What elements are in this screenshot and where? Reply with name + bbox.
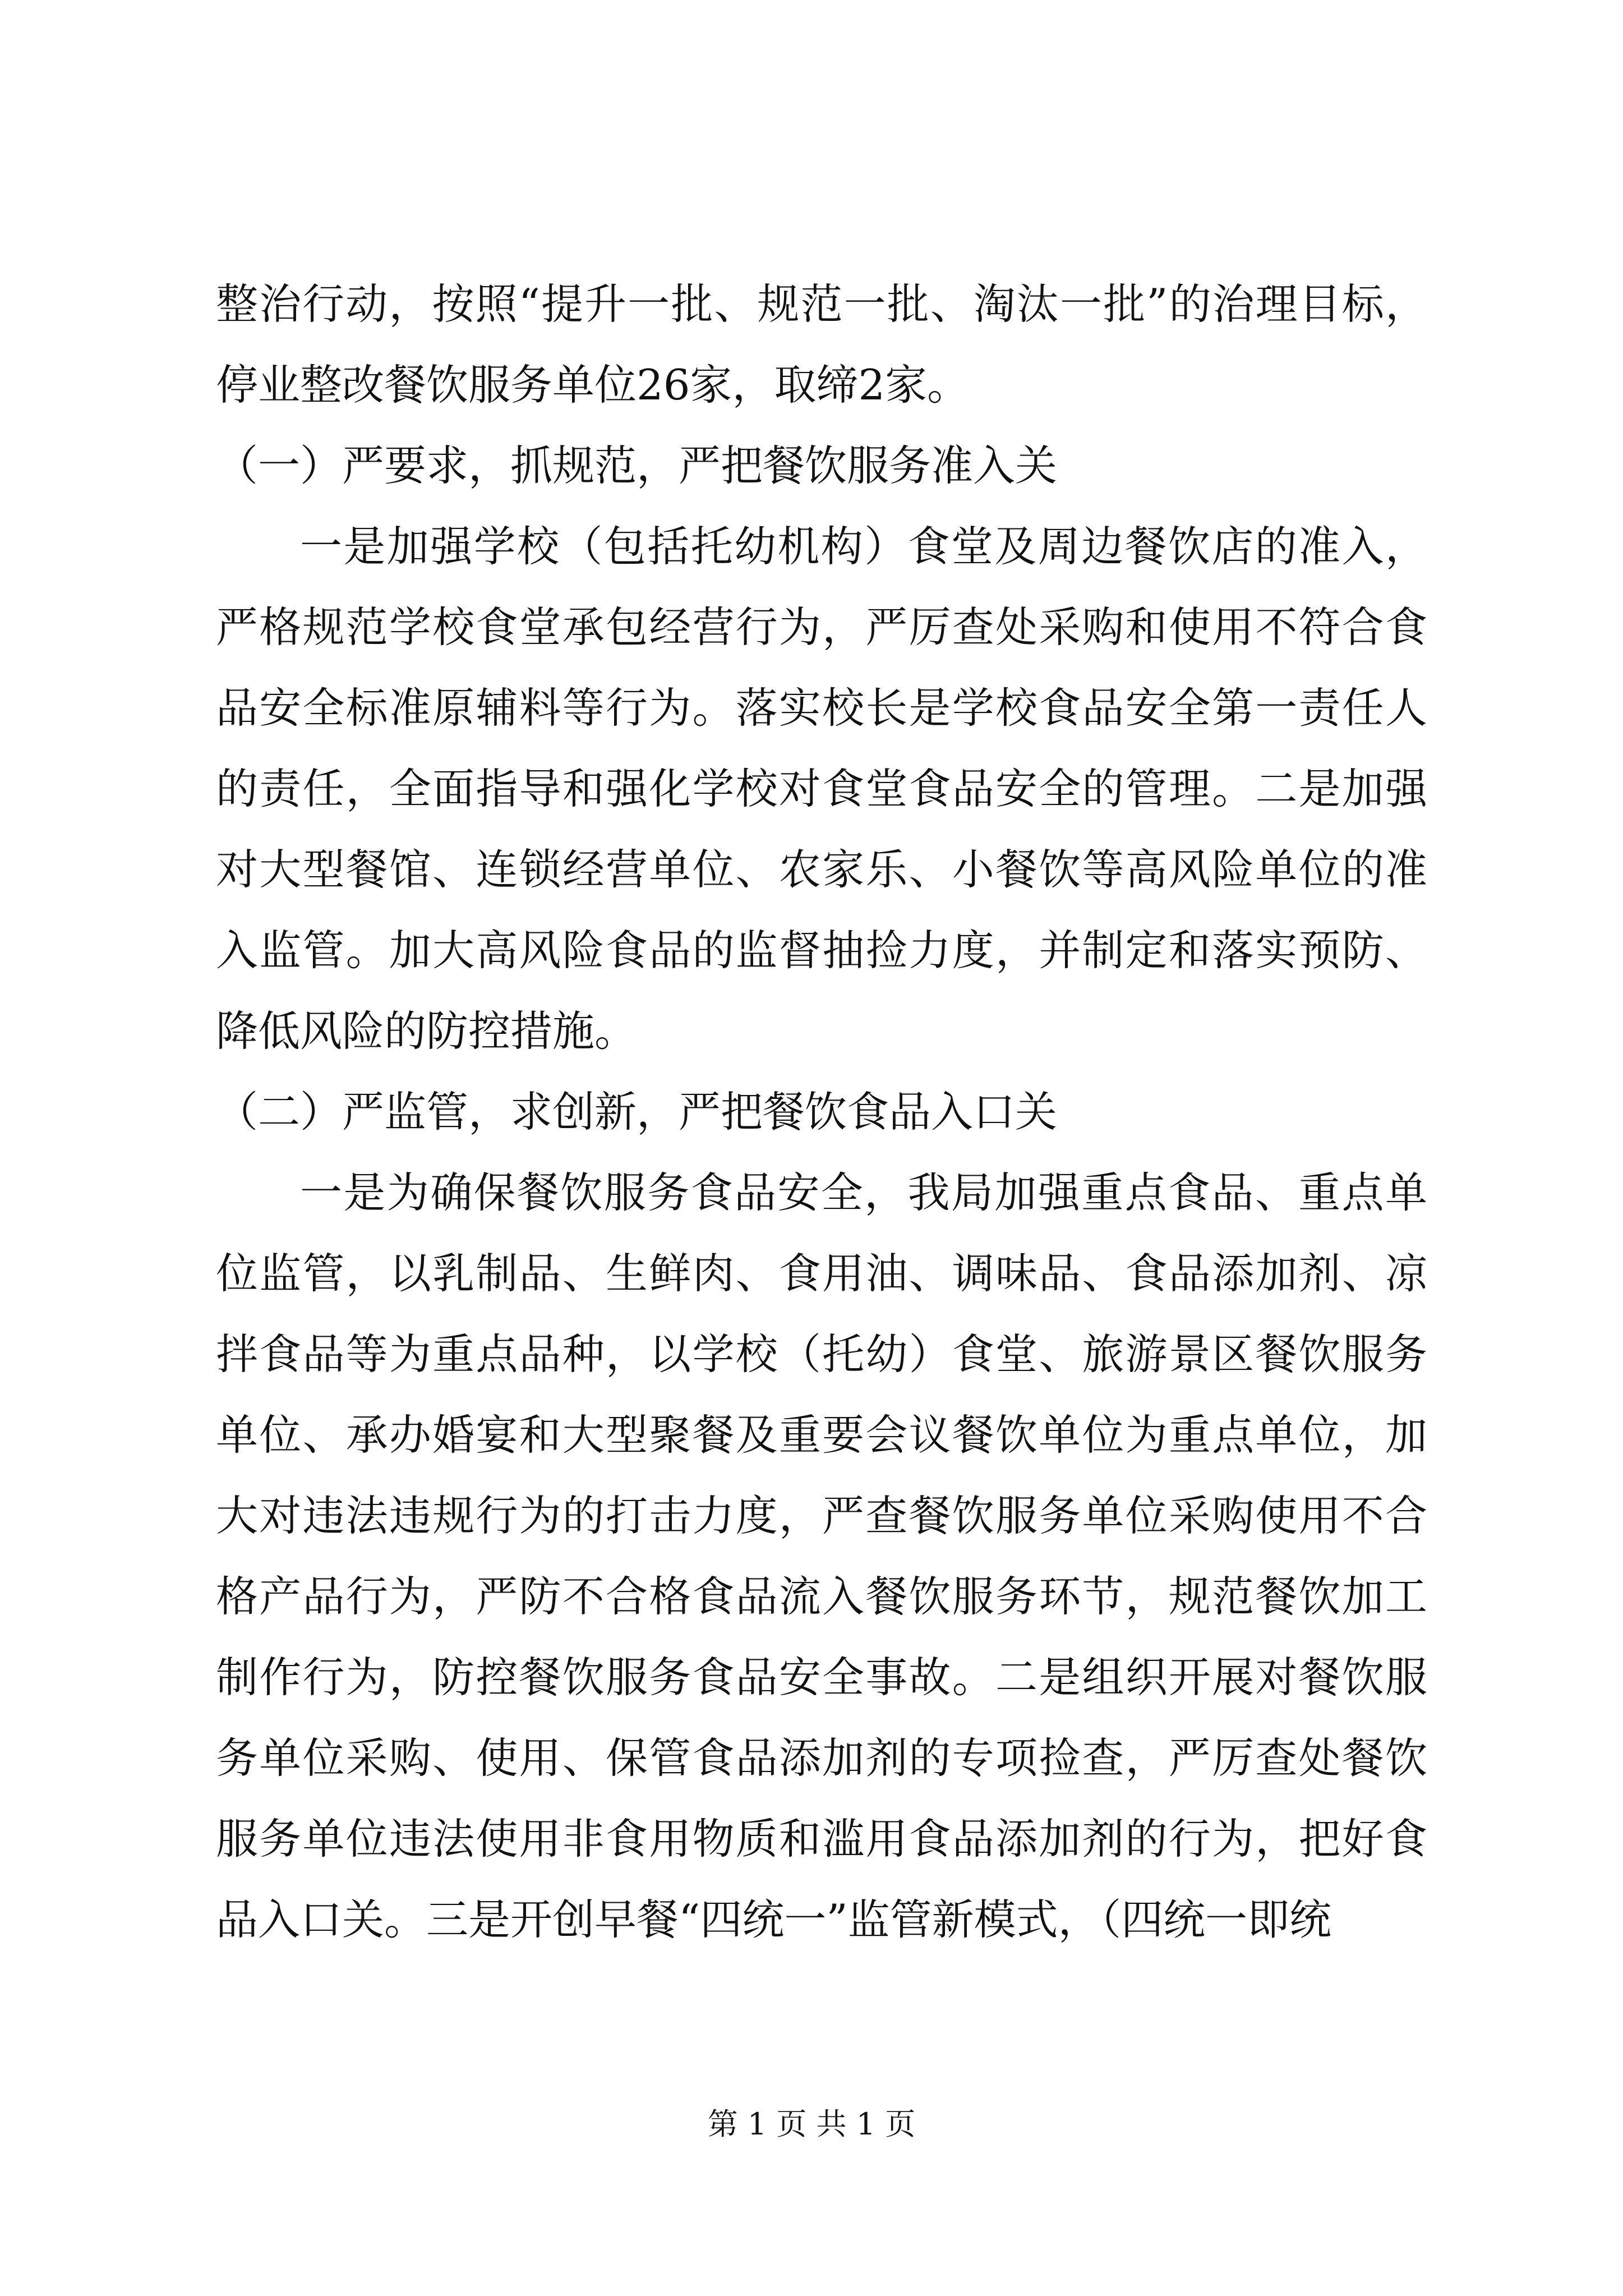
page-footer: 第 1 页 共 1 页 [707,2106,916,2142]
section-heading-1: （一）严要求，抓规范，严把餐饮服务准入关 [216,441,1058,490]
document-body [216,264,1427,1960]
paragraph-section-1: 一是加强学校（包括托幼机构）食堂及周边餐饮店的准入，严格规范学校食堂承包经营行为，严厉查处采购和使用不符合食品安全标准原辅料等行为。落实校长是学校食品安全第一责任人的责任，全面指导和强化学校对食堂食品安全的管理。二是加强对大型餐馆、连锁经营单位、农家乐、小餐饮等高风险单位的准入监管。加大高风险食品的监督抽捡力度，并制定和落实预防、降低风险的防控措施。 [216,522,1427,1056]
paragraph-section-2: 一是为确保餐饮服务食品安全，我局加强重点食品、重点单位监管，以乳制品、生鲜肉、食用油、调味品、食品添加剂、凉拌食品等为重点品种，以学校（托幼）食堂、旅游景区餐饮服务单位、承办婚宴和大型聚餐及重要会议餐饮单位为重点单位，加大对违法违规行为的打击力度，严查餐饮服务单位采购使用不合格产品行为，严防不合格食品流入餐饮服务环节，规范餐饮加工制作行为，防控餐饮服务食品安全事故。二是组织开展对餐饮服务单位采购、使用、保管食品添加剂的专项捡查，严厉查处餐饮服务单位违法使用非食用物质和滥用食品添加剂的行为，把好食品入口关。三是开创早餐“四统一”监管新模式，（四统一即统 [216,1168,1427,1944]
section-heading-2: （二）严监管，求创新，严把餐饮食品入口关 [216,1087,1058,1137]
paragraph-continuation: 整治行动，按照“提升一批、规范一批、淘汰一批”的治理目标，停业整改餐饮服务单位26家，取缔2家。 [216,279,1427,409]
